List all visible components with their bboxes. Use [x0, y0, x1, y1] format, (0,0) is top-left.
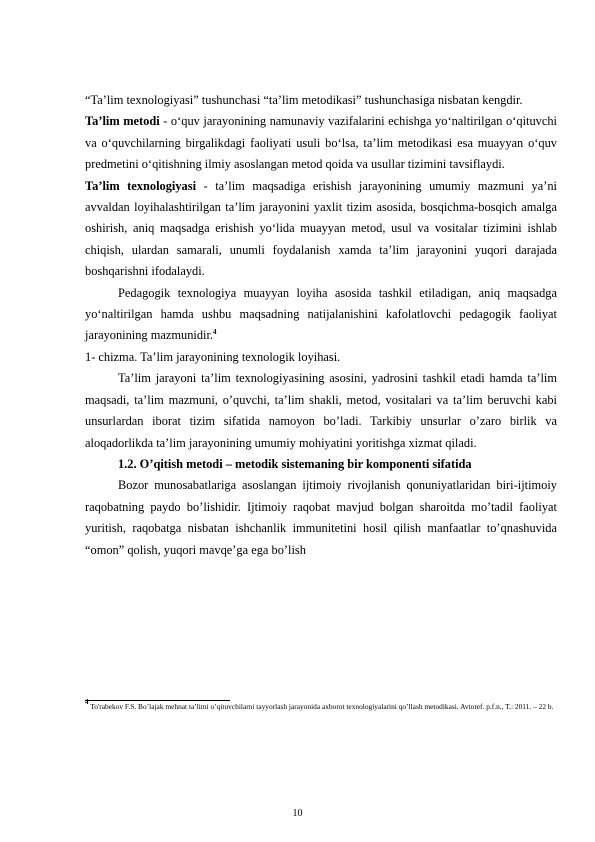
page-number: 10	[292, 808, 303, 819]
paragraph-3-text: - ta’lim maqsadiga erishish jarayonining umumiy mazmuni ya’ni avvaldan loyihalashtirilgan ta’lim jarayonini yaxlit tizim asosida, bosqichma-bosqich amalga oshirish, aniq maqsadga erishish yo‘lida muayyan metod, usul va vositalar tizimini ishlab chiqish, ulardan samarali, unumli foydalanish xamda ta’lim jarayonini yuqori darajada boshqarishni ifodalaydi.	[85, 178, 558, 279]
footnote	[85, 698, 557, 712]
footnote-reference[interactable]: 4	[213, 328, 217, 337]
footnote-text: To'rabekov F.S. Bo’lajak mehnat ta’limi o’qituvchilarni tayyorlash jarayonida axborot texnologiyalarini qo’llash metodikasi. Avtoref. p.f.n., T.: 2011. – 22 b.	[88, 702, 554, 711]
footnote-divider	[85, 700, 230, 701]
paragraph-7: Bozor munosabatlariga asoslangan ijtimoiy rivojlanish qonuniyatlaridan biri-ijtimoiy raqobatning paydo bo’lishidir. Ijtimoiy raqobat mavjud bolgan sharoitda mo’tadil faoliyat yuritish, raqobatga nisbatan ishchanlik immunitetini hosil qilish manfaatlar to’qnashuvida “omon” qolish, yuqori mavqe’ga ega bo’lish	[85, 478, 557, 557]
footnote-mark: 4	[85, 698, 89, 706]
paragraph-3	[85, 176, 557, 283]
paragraph-1: “Ta’lim texnologiyasi” tushunchasi “ta’lim metodikasi” tushunchasiga nisbatan kengdir.	[85, 93, 523, 107]
paragraph-2-text: - o‘quv jarayonining namunaviy vazifalarini echishga yo‘naltirilgan o‘qituvchi va o‘quvchilarning birgalikdagi faoliyati usuli bo‘lsa, ta’lim metodikasi esa muayyan o‘quv predmetini o‘qitishning ilmiy asoslangan metod qoida va usullar tizimini tavsiflaydi.	[85, 114, 557, 172]
body-text	[85, 90, 557, 561]
paragraph-4-text: Pedagogik texnologiya muayyan loyiha asosida tashkil etiladigan, aniq maqsadga yo‘naltirilgan hamda ushbu maqsadning natijalanishini kafolatlovchi pedagogik faoliyat jarayonining mazmunidir.	[85, 285, 557, 343]
section-heading: 1.2. O’qitish metodi – metodik sistemaning bir komponenti sifatida	[118, 456, 472, 471]
paragraph-6: Ta’lim jarayoni ta’lim texnologiyasining asosini, yadrosini tashkil etadi hamda ta’lim maqsadi, ta’lim mazmuni, o’quvchi, ta’lim shakli, metod, vositalari va ta’lim beruvchi kabi unsurlardan iborat tizim sifatida namoyon bo’ladi. Tarkibiy unsurlar o’zaro birlik va aloqadorlikda ta’lim jarayonining umumiy mohiyatini yoritishga xizmat qiladi.	[85, 371, 557, 450]
term-talim-metodi: Ta’lim metodi	[85, 114, 160, 129]
figure-caption: 1- chizma. Ta’lim jarayonining texnologik loyihasi.	[85, 349, 341, 364]
paragraph-4	[85, 283, 557, 347]
term-talim-texnologiyasi: Ta’lim texnologiyasi	[85, 178, 197, 193]
paragraph-2	[85, 111, 557, 175]
